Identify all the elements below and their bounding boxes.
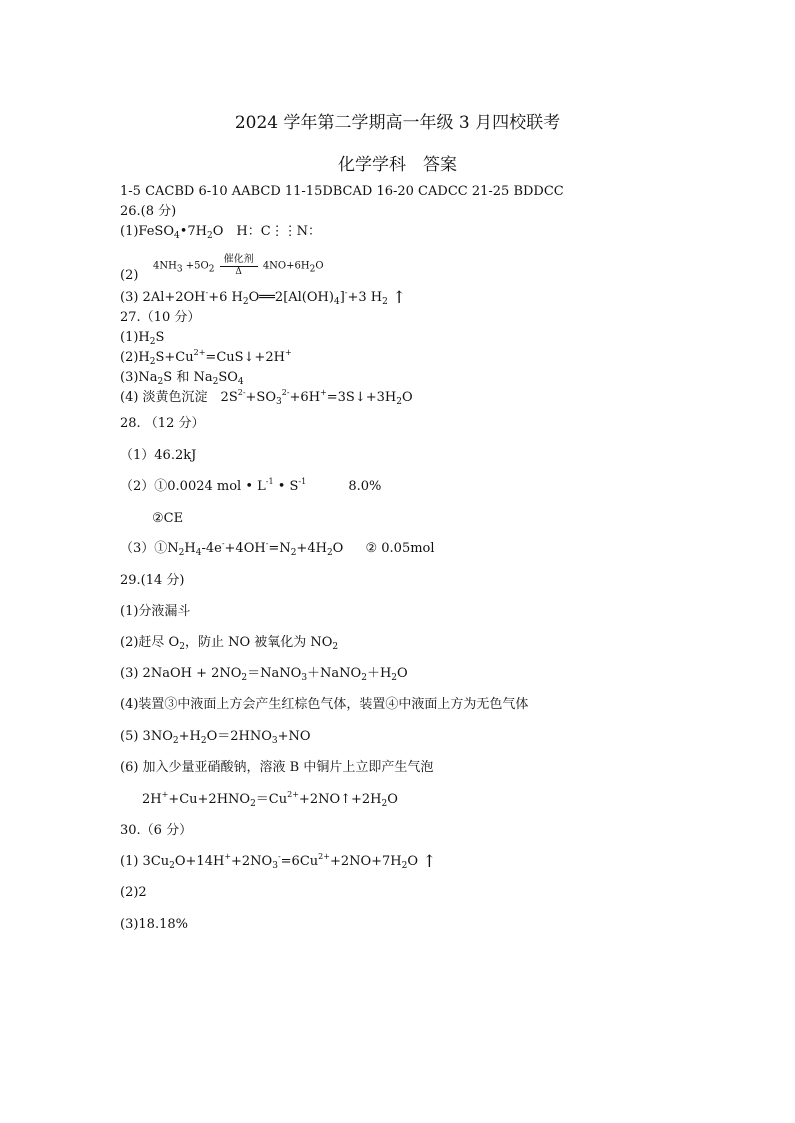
page-title: 2024 学年第二学期高一年级 3 月四校联考 bbox=[234, 113, 561, 133]
q29-heading: 29.(14 分) bbox=[120, 573, 185, 588]
q28-part2-2: ②CE bbox=[152, 511, 184, 526]
q27-part3: $(3)Na_2S$ 和 $Na_2SO_4$ bbox=[120, 370, 244, 387]
q27-part4: (4) 淡黄色沉淀 $2S^{2-}+SO_3^{2-}+6H^+=3S↓+3H_2O$ bbox=[120, 388, 413, 407]
q28-part2: （2）①0.0024 mol • $L^{-1}$ • $S^{-1}$ 8.0% bbox=[120, 477, 382, 494]
q28-part3: $(3)①N_2H_4-4e^-+4OH^-=N_2+4H_2O$ ② 0.05mol bbox=[120, 539, 435, 558]
reaction-condition: $\frac{\text{催化剂}}{\Delta}$ bbox=[220, 254, 258, 278]
q29-part4: (4)装置③中液面上方会产生红棕色气体，装置④中液面上方为无色气体 bbox=[120, 697, 529, 712]
q26-part1: $(1)FeSO_4•7H_2O$ H：C⋮⋮N： bbox=[120, 224, 322, 241]
q30-part3: (3)18.18% bbox=[120, 917, 188, 932]
q26-part3: (3) 2Al+2OH-+6 $H_2O══2[Al(OH)_4]^-+3$ $H_2$ ↑ bbox=[120, 288, 407, 308]
q28-part1: （1）46.2kJ bbox=[120, 448, 197, 463]
q28-heading: 28. （12 分） bbox=[120, 416, 205, 431]
page-subtitle: 化学学科 答案 bbox=[338, 155, 457, 175]
q26-heading: 26.(8 分) bbox=[120, 204, 177, 219]
q27-heading: 27.（10 分） bbox=[120, 310, 201, 325]
q27-part2: $(2)H_2S+Cu^{2+}=CuS↓+2H^+$ bbox=[120, 348, 292, 367]
mc-answers: 1-5 CACBD 6-10 AABCD 11-15DBCAD 16-20 CADCC 21-25 BDDCC bbox=[120, 184, 564, 199]
q29-part6: (6) 加入少量亚硝酸钠，溶液 B 中铜片上立即产生气泡 bbox=[120, 760, 434, 775]
q29-part1: (1)分液漏斗 bbox=[120, 604, 191, 619]
q30-part1: (1) $3Cu_2O+14H^++2NO_3^-=6Cu^{2+}+2NO+7H_2O$ ↑ bbox=[120, 852, 437, 872]
q30-part2: (2)2 bbox=[120, 885, 147, 900]
q29-part6-equation: $2H^++Cu+2HNO_2=Cu^{2+}+2NO↑+2H_2O$ bbox=[142, 790, 398, 809]
q29-part2: (2)赶尽 $O_2$，防止 NO 被氧化为 $NO_2$ bbox=[120, 635, 339, 652]
q27-part1: $(1)H_2S$ bbox=[120, 330, 165, 347]
q30-heading: 30.（6 分） bbox=[120, 823, 193, 838]
q29-part3: (3) 2NaOH + $2NO_2=NaNO_3+NaNO_2+H_2O$ bbox=[120, 666, 408, 683]
q29-part5: (5) $3NO_2+H_2O=2HNO_3+NO$ bbox=[120, 729, 311, 746]
